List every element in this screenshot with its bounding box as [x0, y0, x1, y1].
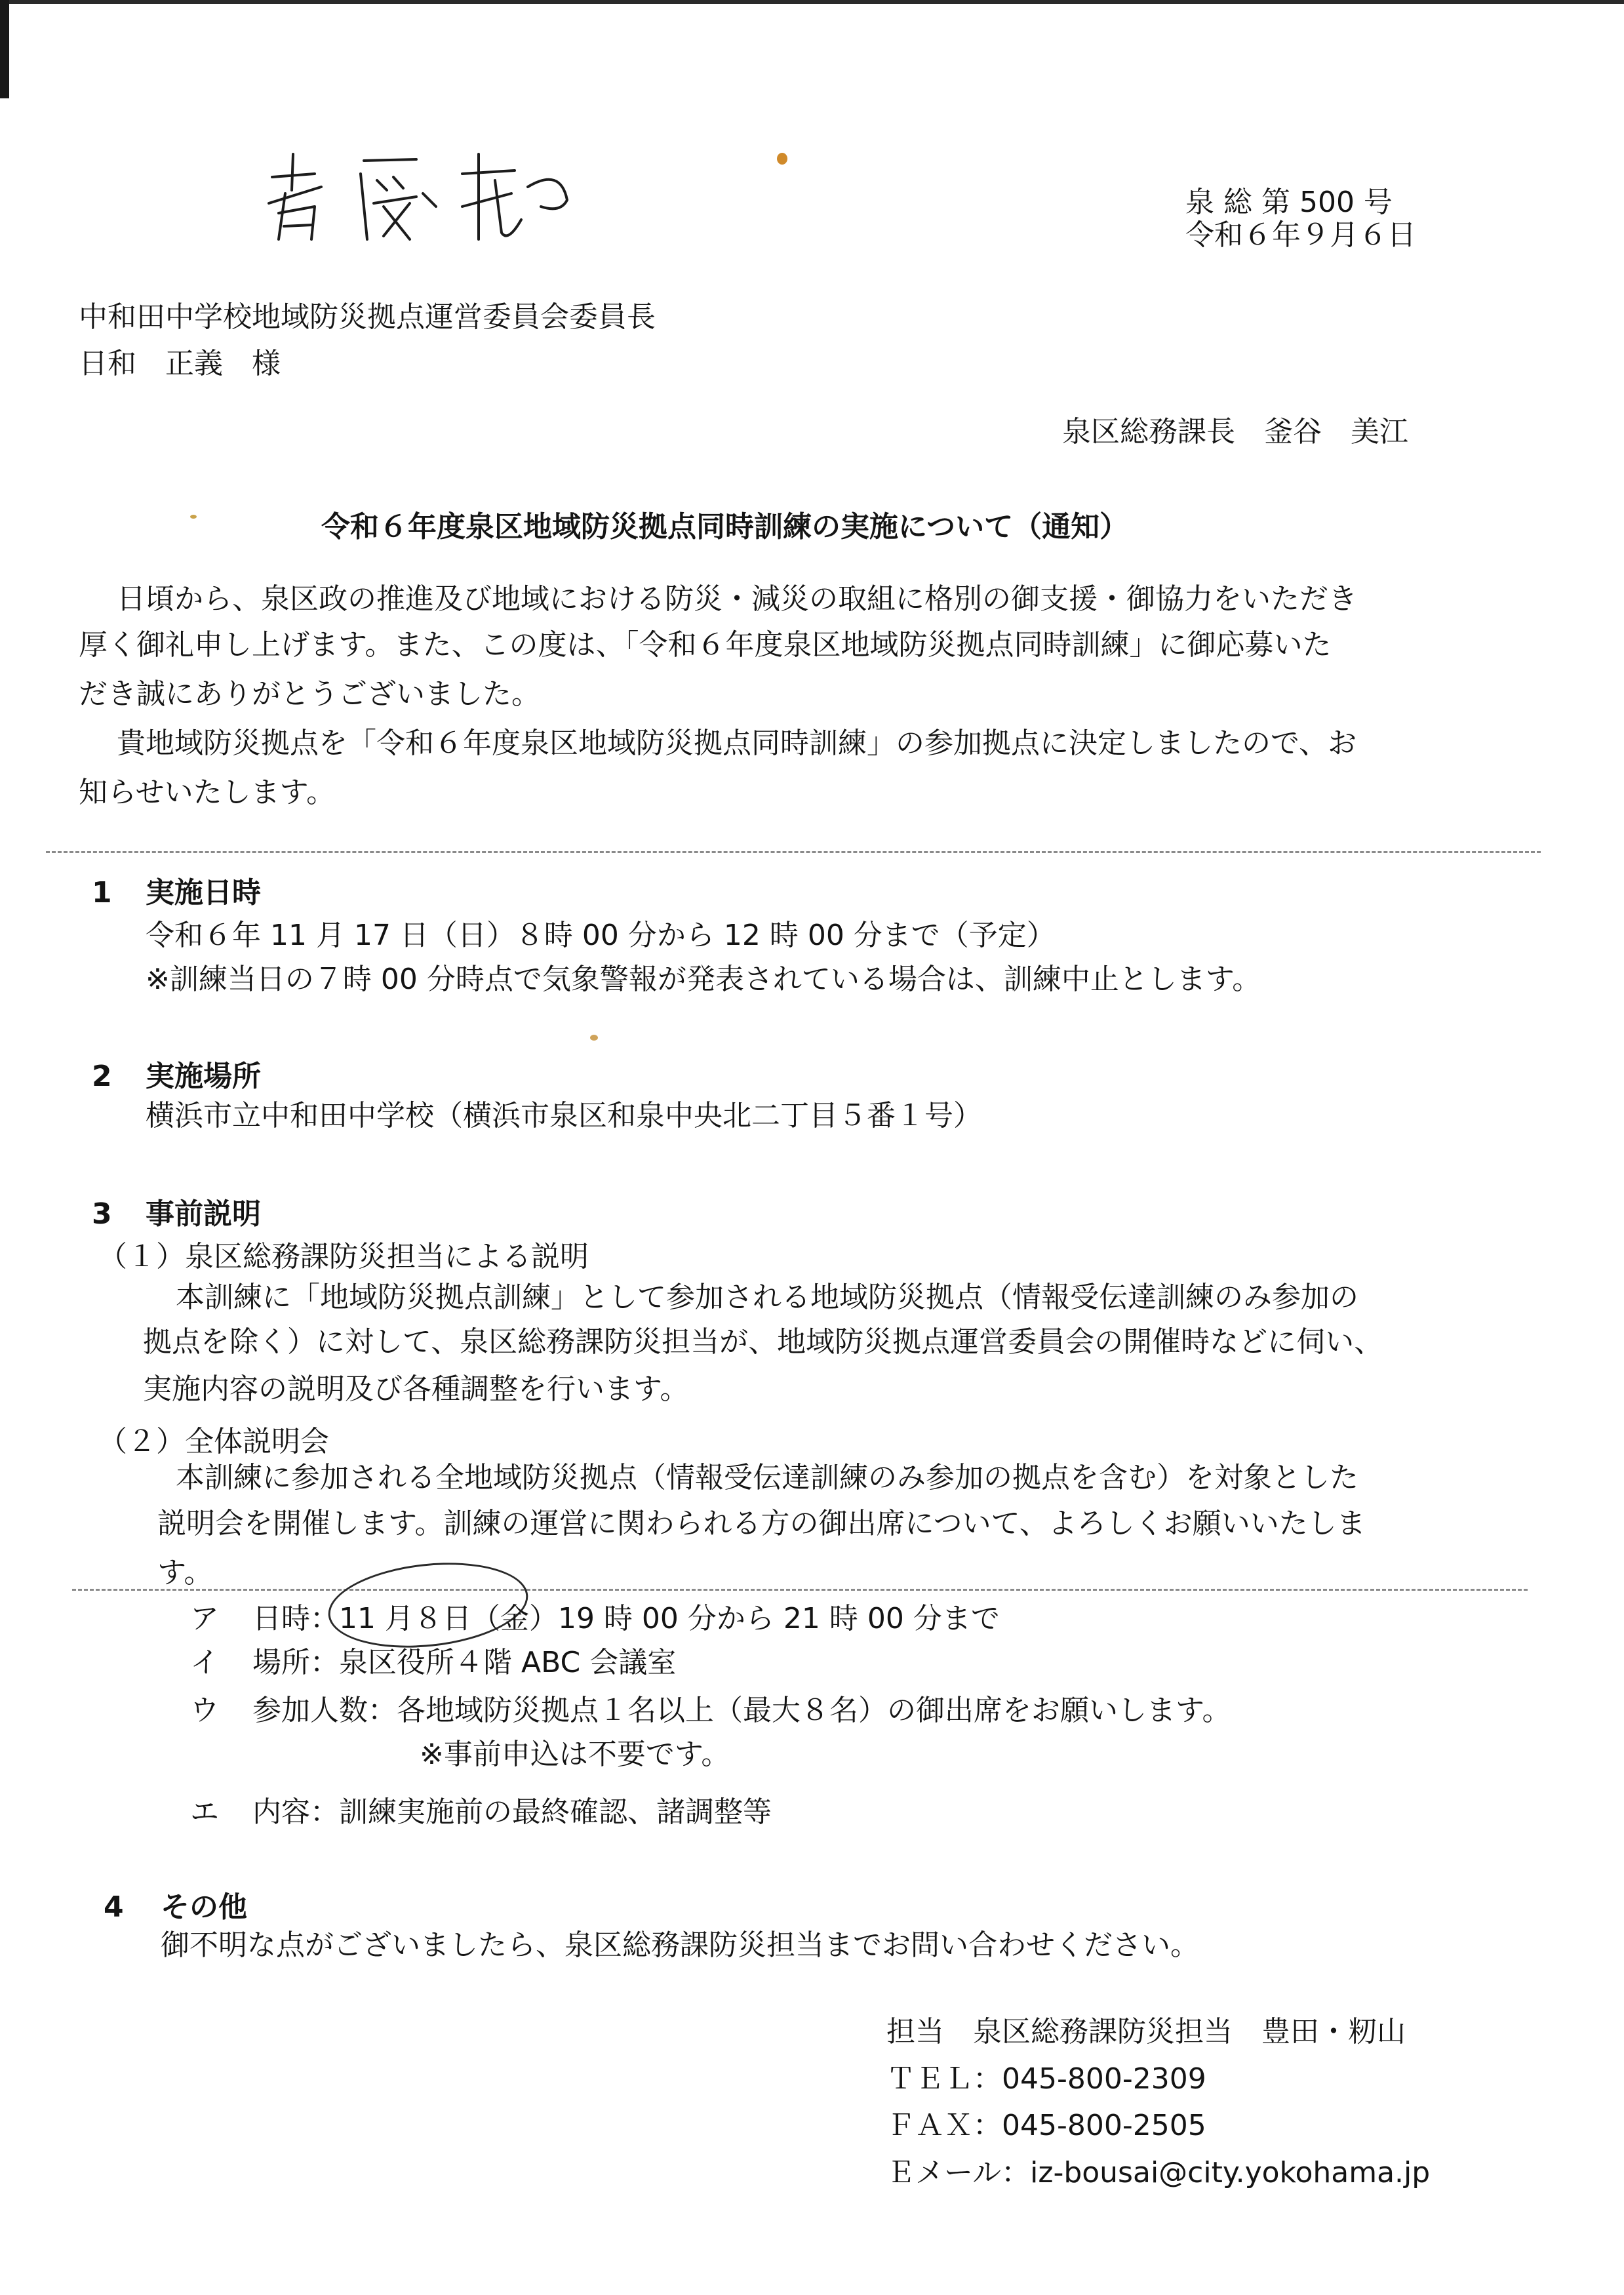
addressee-name: 日和 正義 様 [79, 347, 281, 380]
subsection-line: 実施内容の説明及び各種調整を行います。 [143, 1372, 689, 1406]
subsection-label: （１）泉区総務課防災担当による説明 [98, 1240, 589, 1273]
fold-line [72, 1589, 1528, 1591]
scan-speck [590, 1035, 598, 1041]
item-mark: エ [190, 1795, 219, 1829]
subsection-line: 拠点を除く）に対して、泉区総務課防災担当が、地域防災拠点運営委員会の開催時などに伺い、 [143, 1325, 1383, 1359]
inquiry-line: 御不明な点がございましたら、泉区総務課防災担当までお問い合わせください。 [161, 1928, 1199, 1962]
fold-line [46, 851, 1541, 853]
subsection-line: 説明会を開催します。訓練の運営に関わられる方の御出席について、よろしくお願いいたしま [157, 1507, 1366, 1540]
intro-line: 知らせいたします。 [79, 776, 336, 809]
subsection-line: す。 [157, 1556, 213, 1589]
intro-line: 厚く御礼申し上げます。また、この度は、「令和６年度泉区地域防災拠点同時訓練」に御応募いた [79, 628, 1332, 662]
document-date: 令和６年９月６日 [1185, 218, 1416, 252]
item-text: 日時：11 月８日（金）19 時 00 分から 21 時 00 分まで [252, 1602, 1000, 1635]
contact-fax: ＦＡＸ：045-800-2505 [886, 2109, 1206, 2142]
section-number: 2 [92, 1060, 112, 1093]
contact-person: 担当 泉区総務課防災担当 豊田・籾山 [886, 2015, 1406, 2048]
item-text: ※事前申込は不要です。 [420, 1738, 730, 1771]
item-text: 内容：訓練実施前の最終確認、諸調整等 [252, 1795, 772, 1829]
section-number: 1 [92, 876, 112, 909]
intro-line: 日頃から、泉区政の推進及び地域における防災・減災の取組に格別の御支援・御協力をいただき [117, 582, 1357, 616]
schedule-note: ※訓練当日の７時 00 分時点で気象警報が発表されている場合は、訓練中止とします。 [146, 963, 1261, 996]
item-text: 参加人数：各地域防災拠点１名以上（最大８名）の御出席をお願いします。 [252, 1694, 1231, 1727]
handwritten-signature [252, 141, 593, 252]
handwriting-text: 香取 拓 [252, 141, 255, 142]
scan-edge-left [0, 0, 9, 98]
section-heading: 実施日時 [146, 876, 261, 909]
section-heading: 事前説明 [146, 1197, 261, 1231]
schedule-line: 令和６年 11 月 17 日（日）８時 00 分から 12 時 00 分まで（予定） [146, 919, 1056, 952]
scan-speck [777, 153, 787, 165]
venue-line: 横浜市立中和田中学校（横浜市泉区和泉中央北二丁目５番１号） [146, 1099, 982, 1132]
sender-line: 泉区総務課長 釜谷 美江 [1062, 415, 1408, 449]
subsection-label: （２）全体説明会 [98, 1425, 329, 1458]
subsection-line: 本訓練に参加される全地域防災拠点（情報受伝達訓練のみ参加の拠点を含む）を対象とした [176, 1461, 1358, 1494]
item-mark: イ [190, 1646, 219, 1679]
item-mark: ウ [190, 1694, 219, 1727]
intro-line: 貴地域防災拠点を「令和６年度泉区地域防災拠点同時訓練」の参加拠点に決定しましたので、お [117, 727, 1357, 760]
section-number: 3 [92, 1197, 112, 1231]
section-heading: 実施場所 [146, 1060, 261, 1093]
item-text: 場所：泉区役所４階 ABC 会議室 [252, 1646, 677, 1679]
addressee-organization: 中和田中学校地域防災拠点運営委員会委員長 [79, 300, 656, 334]
scan-edge-top [0, 0, 1624, 4]
intro-line: だき誠にありがとうございました。 [79, 677, 540, 711]
document-title: 令和６年度泉区地域防災拠点同時訓練の実施について（通知） [321, 510, 1129, 544]
section-number: 4 [104, 1890, 124, 1924]
subsection-line: 本訓練に「地域防災拠点訓練」として参加される地域防災拠点（情報受伝達訓練のみ参加の [176, 1281, 1358, 1314]
contact-tel: ＴＥＬ：045-800-2309 [886, 2062, 1206, 2096]
scan-speck [190, 515, 197, 519]
contact-email: Ｅメール：iz-bousai@city.yokohama.jp [886, 2156, 1431, 2189]
document-number: 泉 総 第 500 号 [1185, 186, 1393, 219]
item-mark: ア [190, 1602, 219, 1635]
section-heading: その他 [161, 1890, 247, 1924]
